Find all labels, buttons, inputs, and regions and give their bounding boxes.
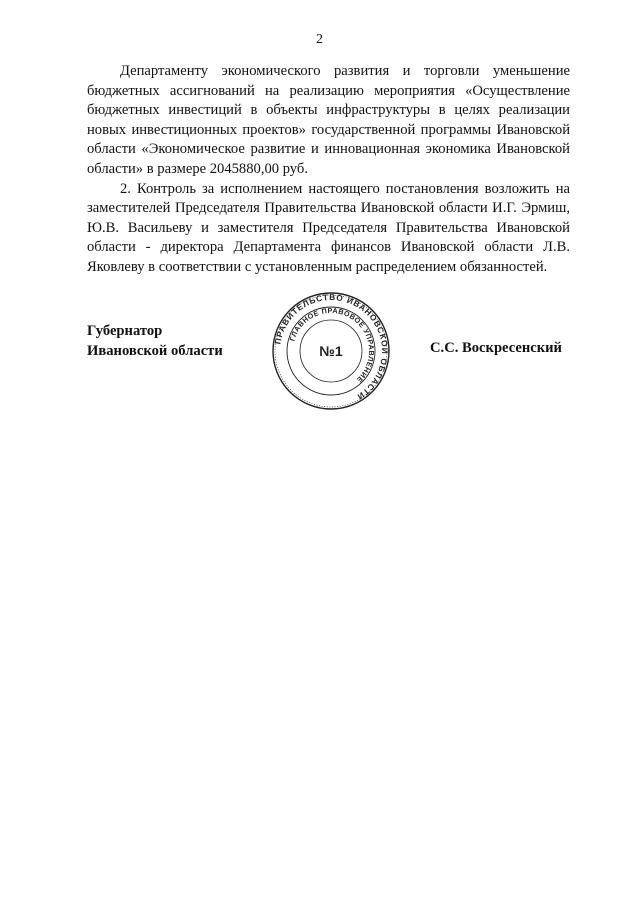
signatory-position bbox=[87, 322, 223, 361]
seal-inner-text: ГЛАВНОЕ ПРАВОВОЕ УПРАВЛЕНИЕ bbox=[287, 305, 377, 385]
seal-number: №1 bbox=[319, 343, 343, 359]
page-number: 2 bbox=[316, 32, 323, 47]
paragraph-2: 2. Контроль за исполнением настоящего постановления возложить на заместителей Председателя Правительства Ивановской области И.Г. Эрмиш, Ю.В. Васильеву и заместителя Председателя Правительства Ивановской области - директора Департамента финансов Ивановской области Л.В. Яковлеву в соответствии с установленным распределением обязанностей. bbox=[87, 180, 570, 275]
position-line-2: Ивановской области bbox=[87, 342, 223, 359]
official-seal bbox=[271, 291, 391, 411]
position-line-1: Губернатор bbox=[87, 323, 163, 339]
body-text bbox=[87, 62, 570, 278]
paragraph-1: Департаменту экономического развития и торговли уменьшение бюджетных ассигнований на реализацию мероприятия «Осуществление бюджетных инвестиций в объекты инфраструктуры в целях реализации новых инвестиционных проектов» государственной программы Ивановской области «Экономическое развитие и инновационная экономика Ивановской области» в размере 2045880,00 руб. bbox=[87, 63, 570, 177]
signatory-name: С.С. Воскресенский bbox=[430, 340, 562, 356]
seal-outer-text: ПРАВИТЕЛЬСТВО ИВАНОВСКОЙ ОБЛАСТИ bbox=[272, 291, 391, 403]
